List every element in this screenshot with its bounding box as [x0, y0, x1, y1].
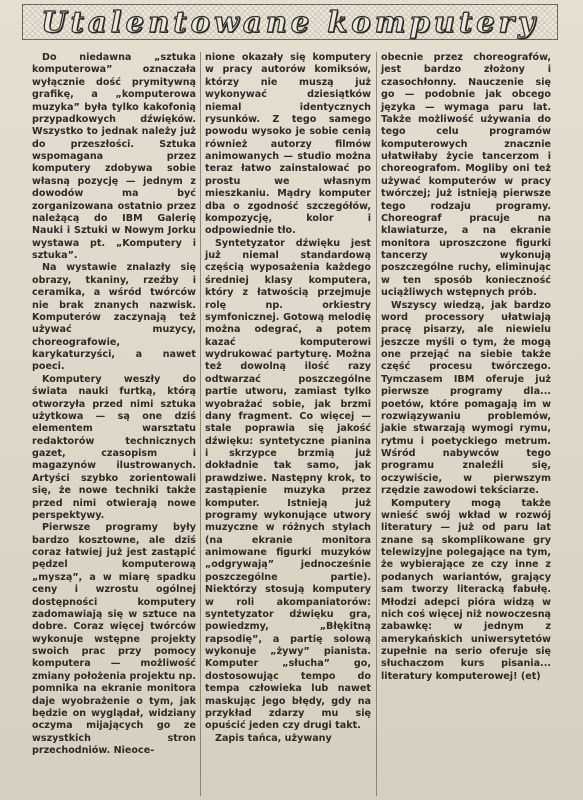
paragraph: Syntetyzator dźwięku jest już niemal standardową częścią wyposażenia każdego średniej klasy komputera, który z łatwością przejmuje rolę np. orkiestry symfonicznej. Gotową melodię można odegrać, a potem kazać komputerowi wydrukować partyturę. Można też dowolną ilość razy odtwarzać poszczególne partie utworu, zamiast tylko wyobrażać sobie, jak brzmi dany fragment. Co więcej — stale poprawia się jakość dźwięku: syntetyczne pianina i skrzypce brzmią już dokładnie tak samo, jak prawdziwe. Następny krok, to zastąpienie muzyka przez komputer. Istnieją już programy wykonujące utwory muzyczne w różnych stylach (na ekranie monitora animowane figurki muzyków „odgrywają” jednocześnie poszczególne partie). Niektórzy stosują komputery w roli akompaniatorów: syntetyzator dźwięku gra, powiedzmy, „Błękitną rapsodię”, a partię solową wykonuje „żywy” pianista. Komputer „słucha” go, dostosowując tempo do tempa człowieka lub nawet maskując jego błędy, gdy na przykład zdarzy mu się opuścić jeden czy drugi takt.	[205, 237, 371, 732]
column-rule	[376, 52, 377, 796]
article-column-2	[205, 52, 371, 745]
column-rule	[200, 52, 201, 796]
paragraph: obecnie przez choreografów, jest bardzo złożony i czasochłonny. Nauczenie się go — podobnie jak obcego języka — wymaga paru lat. Także możliwość używania do tego celu programów komputerowych znacznie ułatwiłaby życie tancerzom i choreografom. Mogliby oni też używać komputerów w pracy twórczej; już istnieją pierwsze tego rodzaju programy. Choreograf pracuje na klawiaturze, a na ekranie monitora uproszczone figurki tancerzy wykonują poszczególne ruchy, eliminując w ten sposób konieczność uciążliwych wstępnych prób.	[381, 52, 551, 299]
paragraph: Zapis tańca, używany	[215, 732, 332, 744]
paragraph-text: Komputery mogą także wnieść swój wkład w rozwój literatury — już od paru lat znane są skomplikowane gry telewizyjne polegające na tym, że wybierające ze czy inne z podanych wariantów, grający sam tworzy literacką fabułę. Młodzi adepci pióra widzą w nich coś więcej niż nowoczesną zabawkę: w jednym z amerykańskich uniwersytetów zupełnie na serio oferuje się słuchaczom kurs pisania... literatury komputerowej!	[381, 497, 551, 682]
author-signature: (et)	[520, 670, 541, 682]
paragraph: Do niedawna „sztuka komputerowa” oznaczała wyłącznie dość prymitywną grafikę, a „komputerowa muzyka” była tylko kakofonią przypadkowych dźwięków. Wszystko to jednak należy już do przeszłości. Sztuka wspomagana przez komputery zdobywa sobie własną pozycję — jednym z dowodów ma być zorganizowana ostatnio przez należącą do IBM Galerię Nauki i Sztuki w Nowym Jorku wystawa pt. „Komputery i sztuka”.	[32, 52, 196, 261]
paragraph: Wszyscy wiedzą, jak bardzo word processory ułatwiają pracę pisarzy, ale niewielu jeszcze myśli o tym, że mogą one przejąć na siebie także część procesu twórczego. Tymczasem IBM oferuje już pierwsze programy dla... poetów, które pomagają im w rozwiązywaniu problemów, jakie stwarzają wymogi rymu, rytmu i poetyckiego metrum. Wśród nabywców tego programu znaleźli się, oczywiście, w pierwszym rzędzie zawodowi tekściarze.	[381, 299, 551, 497]
paragraph: nione okazały się komputery w pracy autorów komiksów, którzy nie muszą już wykonywać dziesiątków niemal identycznych rysunków. Z tego samego powodu wysoko je sobie cenią również autorzy filmów animowanych — studio można teraz łatwo zainstalować po prostu we własnym mieszkaniu. Mądry komputer dba o zgodność szczegółów, kompozycję, kolor i odpowiednie tło.	[205, 52, 371, 237]
article-column-1	[32, 52, 196, 757]
headline: Utalentowane komputery	[41, 5, 539, 39]
paragraph: Na wystawie znalazły się obrazy, tkaniny, rzeźby i ceramika, a wśród twórców nie brak znanych nazwisk. Komputerów zaczynają też używać muzycy, choreografowie, karykaturzyści, a nawet poeci.	[32, 262, 196, 373]
paragraph: Komputery weszły do świata nauki furtką, którą otworzyła przed nimi sztuka użytkowa — są one dziś elementem warsztatu redaktorów technicznych gazet, czasopism i magazynów ilustrowanych. Artyści szybko zorientowali się, że nowe techniki także przed nimi otwierają nowe perspektywy.	[32, 373, 196, 521]
paragraph	[381, 498, 551, 684]
headline-banner	[22, 4, 558, 40]
paragraph: Pierwsze programy były bardzo kosztowne, ale dziś coraz łatwiej już jest zastąpić pędzel komputerową „myszą”, a w miarę spadku ceny i wzrostu ogólnej dostępności komputery zadomawiają się w sztuce na dobre. Coraz więcej twórców wykonuje wstępne projekty swoich prac przy pomocy komputera — możliwość zmiany położenia projektu np. pomnika na ekranie monitora daje wyobrażenie o tym, jak będzie on wyglądał, widziany oczyma mijających go ze wszystkich stron przechodniów. Nieoce-	[32, 522, 196, 756]
article-column-3	[381, 52, 551, 683]
